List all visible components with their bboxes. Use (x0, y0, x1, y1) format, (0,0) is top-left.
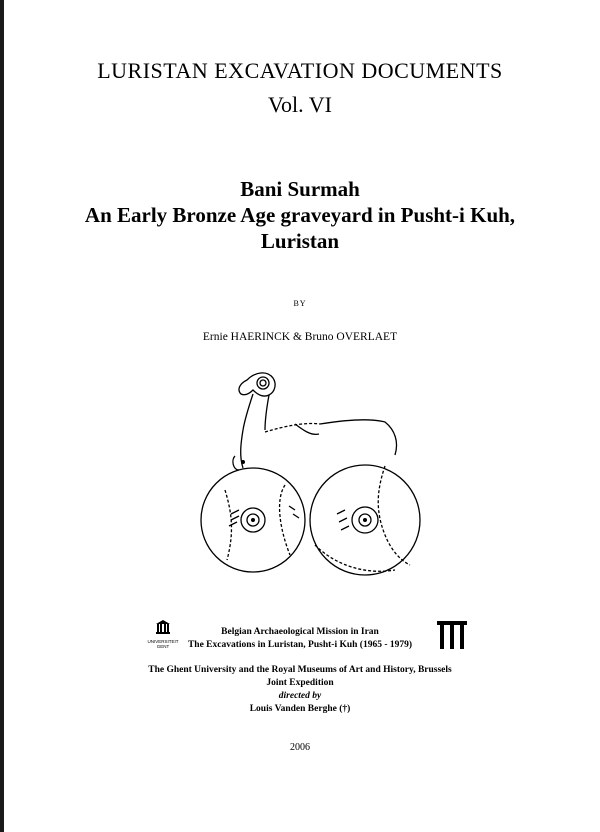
university-name-line-2: GENT (156, 644, 170, 649)
expedition-director: Louis Vanden Berghe (†) (249, 704, 351, 714)
mission-line-2: The Excavations in Luristan, Pusht-i Kuh (1965 - 1979) (187, 640, 413, 650)
mission-block (0, 626, 600, 652)
expedition-block (0, 664, 600, 716)
mrah-logo-icon (436, 620, 468, 650)
university-name-line-1: UNIVERSITEIT (147, 639, 179, 644)
book-title (0, 176, 600, 254)
mission-line-1: Belgian Archaeological Mission in Iran (221, 627, 379, 637)
book-title-line-1: Bani Surmah (240, 177, 360, 201)
expedition-institutions: The Ghent University and the Royal Museums of Art and History, Brussels (148, 665, 452, 675)
publication-year: 2006 (290, 742, 310, 753)
authors: Ernie HAERINCK & Bruno OVERLAET (202, 331, 398, 343)
expedition-joint: Joint Expedition (266, 678, 334, 688)
book-title-line-2: An Early Bronze Age graveyard in Pusht-i Kuh, (84, 203, 516, 227)
volume-number: Vol. VI (268, 92, 332, 117)
by-label: BY (293, 299, 307, 308)
wheeled-animal-vessel-illustration (195, 360, 425, 590)
expedition-directed-by: directed by (278, 691, 322, 701)
series-title: LURISTAN EXCAVATION DOCUMENTS (97, 58, 503, 83)
book-title-line-3: Luristan (260, 229, 340, 253)
